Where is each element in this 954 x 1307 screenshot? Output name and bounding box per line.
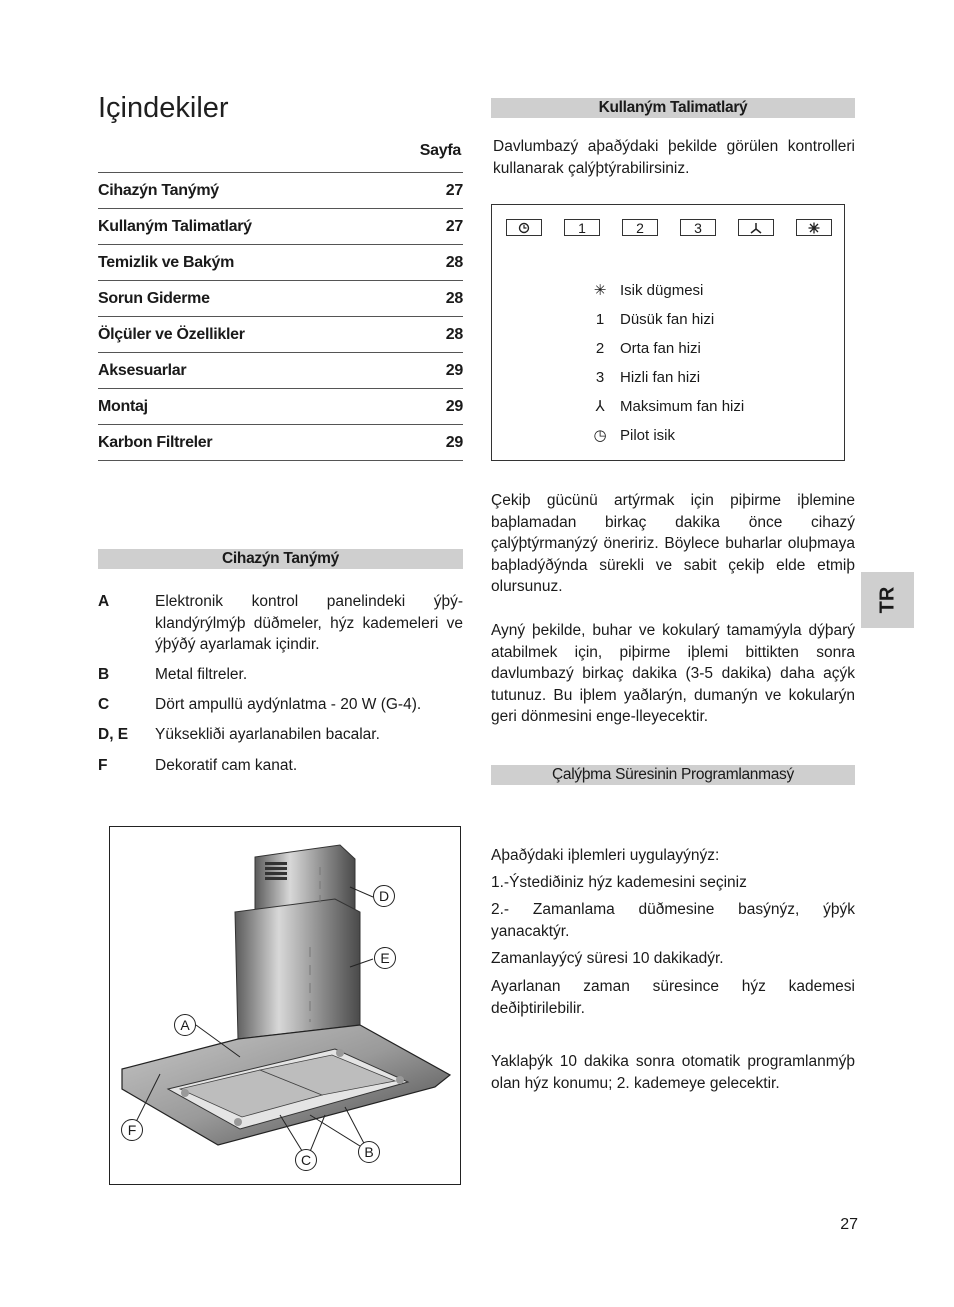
figure-label-e: E xyxy=(374,947,396,969)
toc-table xyxy=(98,172,463,461)
timer-heading: Çalýþma Süresinin Programlanmasý xyxy=(491,765,855,785)
light-icon: ✳ xyxy=(593,282,607,299)
figure-label-d: D xyxy=(373,885,395,907)
pilot-button xyxy=(506,219,542,236)
definition-item xyxy=(98,724,463,746)
toc-label: Aksesuarlar xyxy=(98,361,187,379)
definition-text: Dekoratif cam kanat. xyxy=(155,757,298,774)
timer-auto: Yaklaþýk 10 dakika sonra otomatik programlanmýþ olan hýz konumu; 2. kademeye gelecektir. xyxy=(491,1053,855,1092)
fan-speed-3-button: 3 xyxy=(680,219,716,236)
pilot-icon: ◷ xyxy=(593,427,607,444)
legend-symbol: 1 xyxy=(595,310,605,328)
toc-label: Kullaným Talimatlarý xyxy=(98,217,252,235)
language-tab xyxy=(861,572,914,628)
legend-text: Maksimum fan hizi xyxy=(620,397,745,415)
toc-row xyxy=(98,352,463,388)
fan-speed-2-button: 2 xyxy=(622,219,658,236)
toc-row xyxy=(98,388,463,424)
max-fan-icon: ⅄ xyxy=(595,398,605,415)
pilot-icon xyxy=(518,222,530,234)
toc-label: Sorun Giderme xyxy=(98,289,210,307)
usage-paragraph-1: Çekiþ gücünü artýrmak için piþirme iþlemine baþlamadan birkaç dakika önce cihazý çalýþtýrmanýzý öneririz. Böylece buharlar oluþmaya baþladýðýnda sürekli ve sabit çekiþ elde etmiþ olursunuz. xyxy=(491,492,855,595)
toc-page: 28 xyxy=(445,325,463,343)
definition-text: Elektronik kontrol panelindeki ýþý-klandýrýlmýþ düðmeler, hýz kademeleri ve ýþýðý ayarlamak içindir. xyxy=(155,593,463,653)
figure-label-f: F xyxy=(121,1119,143,1141)
timer-step-2: 2.- Zamanlama düðmesine basýnýz, ýþýk yanacaktýr. xyxy=(491,901,855,940)
legend-item xyxy=(586,278,836,302)
definition-text: Dört ampullü aydýnlatma - 20 W (G-4). xyxy=(155,696,422,713)
toc-row xyxy=(98,316,463,352)
legend-item xyxy=(586,365,836,389)
toc-title: Içindekiler xyxy=(98,92,229,124)
toc-page-header: Sayfa xyxy=(419,142,461,159)
definition-key: B xyxy=(98,666,110,683)
timer-step-1: 1.-Ýstediðiniz hýz kademesini seçiniz xyxy=(491,874,747,891)
toc-page: 29 xyxy=(445,397,463,415)
legend-text: Düsük fan hizi xyxy=(620,310,715,328)
toc-label: Temizlik ve Bakým xyxy=(98,253,235,271)
toc-label: Karbon Filtreler xyxy=(98,433,213,451)
toc-label: Cihazýn Tanýmý xyxy=(98,181,219,199)
legend-symbol: 3 xyxy=(595,368,605,386)
definition-key: F xyxy=(98,757,108,774)
hood-illustration xyxy=(110,827,459,1183)
timer-duration: Zamanlayýcý süresi 10 dakikadýr. xyxy=(491,950,724,967)
toc-page: 27 xyxy=(445,181,463,199)
toc-page: 28 xyxy=(445,289,463,307)
definition-item xyxy=(98,591,463,655)
legend-text: Hizli fan hizi xyxy=(620,368,701,386)
toc-row xyxy=(98,172,463,208)
description-heading: Cihazýn Tanýmý xyxy=(98,549,463,569)
usage-heading: Kullaným Talimatlarý xyxy=(491,98,855,118)
legend-text: Isik dügmesi xyxy=(620,281,704,299)
control-panel-figure xyxy=(491,204,845,461)
figure-label-c: C xyxy=(295,1149,317,1171)
timer-adjust: Ayarlanan zaman süresince hýz kademesi deðiþtirilebilir. xyxy=(491,978,855,1017)
figure-label-a: A xyxy=(174,1014,196,1036)
toc-page: 28 xyxy=(445,253,463,271)
page-number: 27 xyxy=(840,1216,858,1233)
definition-item xyxy=(98,694,463,716)
legend-item xyxy=(586,423,836,447)
legend-text: Pilot isik xyxy=(620,426,676,444)
figure-label-b: B xyxy=(358,1141,380,1163)
light-icon xyxy=(808,222,820,234)
max-fan-icon xyxy=(749,222,763,234)
definition-key: A xyxy=(98,593,110,610)
timer-intro: Aþaðýdaki iþlemleri uygulayýnýz: xyxy=(491,847,720,864)
legend-item xyxy=(586,336,836,360)
hood-figure xyxy=(109,826,461,1185)
toc-label: Ölçüler ve Özellikler xyxy=(98,325,245,343)
definition-item xyxy=(98,755,463,777)
toc-row xyxy=(98,208,463,244)
toc-page: 27 xyxy=(445,217,463,235)
toc-page: 29 xyxy=(445,361,463,379)
fan-speed-1-button: 1 xyxy=(564,219,600,236)
toc-row xyxy=(98,280,463,316)
toc-row xyxy=(98,244,463,280)
usage-intro: Davlumbazý aþaðýdaki þekilde görülen kontrolleri kullanarak çalýþtýrabilirsiniz. xyxy=(493,138,855,177)
definition-item xyxy=(98,664,463,686)
light-button xyxy=(796,219,832,236)
max-fan-button xyxy=(738,219,774,236)
usage-paragraph-2: Ayný þekilde, buhar ve kokularý tamamýyla dýþarý atabilmek için, piþirme iþlemi bittikten sonra davlumbazý birkaç dakika (3-5 dakika) daha açýk tutunuz. Bu iþlem yaðlarýn, dumanýn ve kokularýn geri dönmesini enge-lleyecektir. xyxy=(491,622,855,725)
legend-item xyxy=(586,394,836,418)
definition-text: Yüksekliði ayarlanabilen bacalar. xyxy=(155,726,380,743)
legend-symbol: 2 xyxy=(595,339,605,357)
language-tab-label: TR xyxy=(876,586,898,614)
toc-row xyxy=(98,424,463,461)
legend-item xyxy=(586,307,836,331)
definition-text: Metal filtreler. xyxy=(155,666,248,683)
toc-page: 29 xyxy=(445,433,463,451)
definition-key: D, E xyxy=(98,726,129,743)
legend-text: Orta fan hizi xyxy=(620,339,701,357)
toc-label: Montaj xyxy=(98,397,148,415)
definition-key: C xyxy=(98,696,110,713)
